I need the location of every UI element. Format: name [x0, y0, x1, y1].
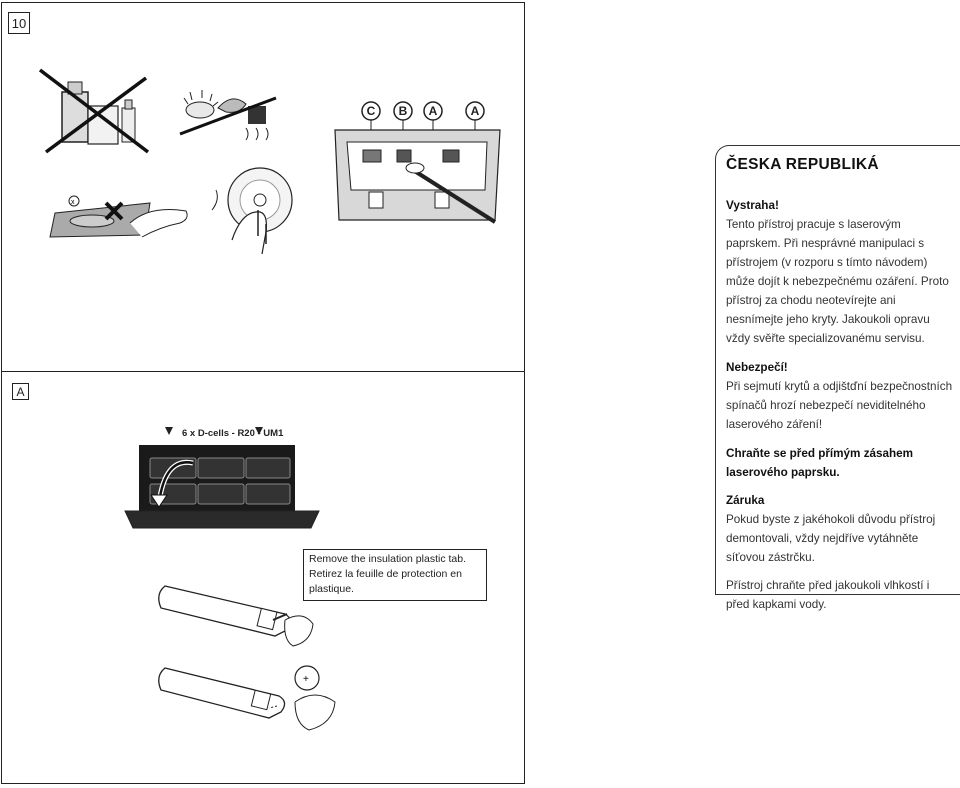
warranty-heading: Záruka — [726, 494, 765, 507]
tab-instruction-fr: Retirez la feuille de protection en plastique. — [309, 568, 462, 595]
warning-line: přístrojem (v rozporu s tímto návodem) — [726, 256, 928, 269]
warranty-line: Pokud byste z jakéhokoli důvodu přístroj — [726, 513, 936, 526]
danger-line: laserového záření! — [726, 418, 823, 431]
svg-text:x: x — [71, 199, 75, 206]
connector-label-b-text: B — [398, 104, 408, 118]
czech-safety-section — [726, 151, 958, 614]
insulation-tab-instructions — [303, 549, 487, 601]
tab-instruction-en: Remove the insulation plastic tab. — [309, 553, 467, 565]
no-chemicals-illustration — [40, 70, 155, 155]
warning-line: paprskem. Při nesprávné manipulaci s — [726, 237, 925, 250]
connector-label-a2-text: A — [470, 104, 480, 118]
czech-title: ČESKA REPUBLIKÁ — [726, 156, 879, 173]
page-number: 10 — [8, 12, 30, 34]
protect-heading: laserového paprsku. — [726, 466, 840, 479]
no-touch-disc-illustration — [50, 193, 190, 243]
connector-label-a1-text: A — [428, 104, 438, 118]
no-heat-illustration — [178, 88, 278, 148]
connector-label-c-text: C — [366, 104, 376, 118]
warning-line: nesnímejte jeho kryty. Jakoukoli opravu — [726, 313, 930, 326]
section-divider — [1, 371, 525, 372]
warning-line: přístroj za chodu neotevírejte ani — [726, 294, 896, 307]
battery-compartment-illustration — [125, 425, 325, 530]
danger-heading: Nebezpečí! — [726, 361, 788, 374]
warranty-line: síťovou zástrčku. — [726, 551, 815, 564]
danger-line: Při sejmutí krytů a odjištďní bezpečnostních — [726, 380, 953, 393]
warranty-line: demontovali, vždy nejdříve vytáhněte — [726, 532, 919, 545]
moisture-line: Přístroj chraňte před jakoukoli vlhkostí i — [726, 579, 930, 592]
warning-line: můźe dojít k nebezpečnému ozáření. Proto — [726, 275, 949, 288]
connector-panel-illustration — [325, 100, 510, 230]
cd-handling-illustration — [212, 160, 302, 260]
section-label: A — [12, 383, 29, 400]
svg-text:+: + — [303, 674, 309, 685]
warning-line: Tento přístroj pracuje s laserovým — [726, 218, 901, 231]
warning-line: vždy svěřte specializovanému servisu. — [726, 332, 925, 345]
moisture-line: před kapkami vody. — [726, 598, 827, 611]
remote-battery-illustration — [155, 660, 345, 740]
battery-label: 6 x D-cells - R20 - UM1 — [182, 428, 284, 439]
remote-tab-illustration — [155, 580, 315, 652]
danger-line: spínačů hrozí nebezpečí neviditelného — [726, 399, 926, 412]
protect-heading: Chraňte se před přímým zásahem — [726, 447, 914, 460]
warning-heading: Vystraha! — [726, 199, 779, 212]
